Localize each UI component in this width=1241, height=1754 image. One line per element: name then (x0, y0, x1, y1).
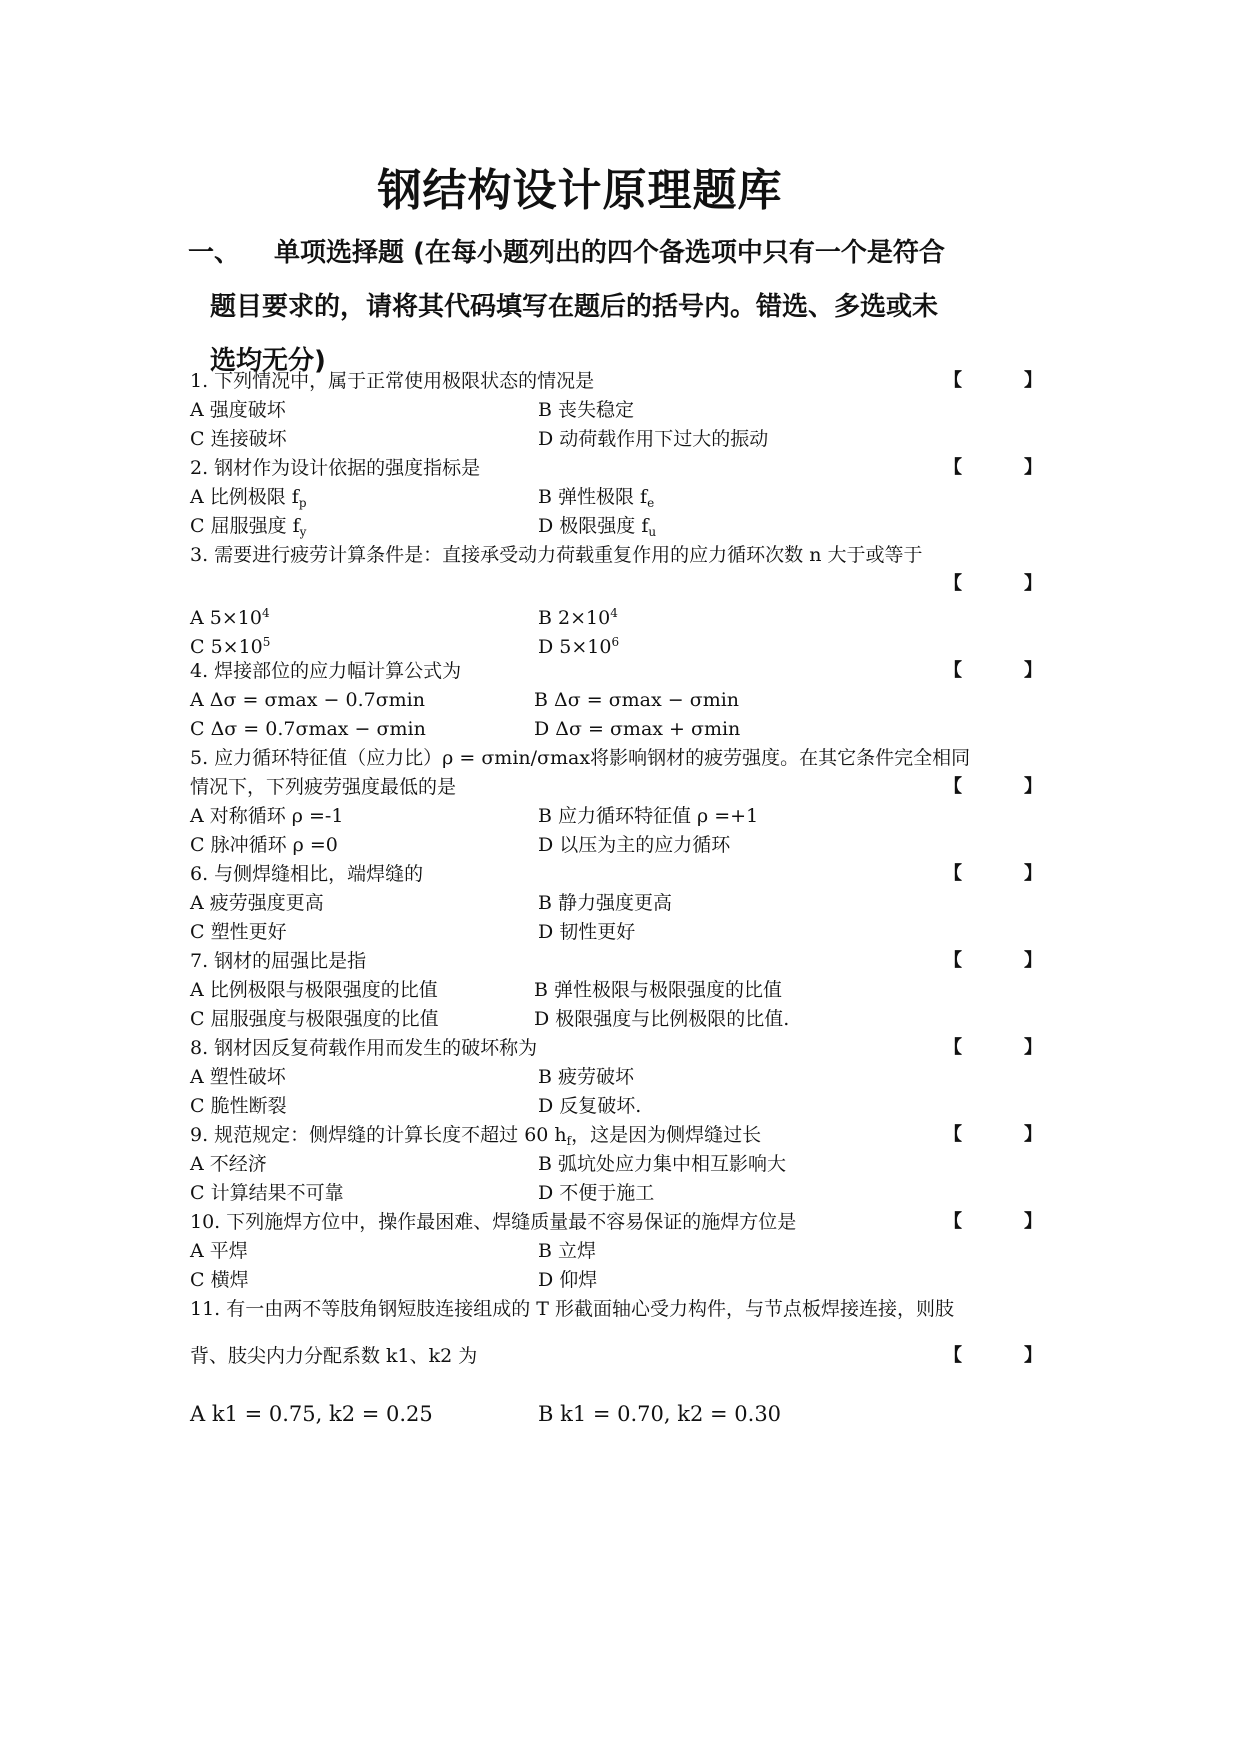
answer-bracket-6: 【 】 (944, 863, 1042, 884)
question-11-line2: 背、肢尖内力分配系数 k1、k2 为 (190, 1345, 478, 1367)
question-9: 9. 规范规定：侧焊缝的计算长度不超过 60 $h_f$，这是因为侧焊缝过长 (190, 1124, 762, 1148)
section-heading-line3: 选均无分) (210, 346, 326, 376)
q2-option-b: B 弹性极限 $f_e$ (538, 486, 655, 510)
q4-option-d: D Δσ = σmax + σmin (534, 718, 741, 740)
q8-option-a: A 塑性破坏 (190, 1066, 286, 1088)
answer-bracket-2: 【 】 (944, 457, 1042, 478)
answer-bracket-7: 【 】 (944, 950, 1042, 971)
answer-bracket-9: 【 】 (944, 1124, 1042, 1145)
q9-option-c: C 计算结果不可靠 (190, 1182, 344, 1204)
q4-option-b: B Δσ = σmax − σmin (534, 689, 740, 711)
answer-bracket-8: 【 】 (944, 1037, 1042, 1058)
q2-option-a: A 比例极限 $f_p$ (190, 486, 307, 510)
document-title: 钢结构设计原理题库 (377, 165, 783, 216)
answer-bracket-3: 【 】 (944, 573, 1042, 594)
section-heading-line1: 单项选择题 (在每小题列出的四个备选项中只有一个是符合 (274, 238, 945, 268)
q3-option-c: C $5\times 10^5$ (190, 635, 271, 658)
answer-bracket-1: 【 】 (944, 370, 1042, 391)
q7-option-d: D 极限强度与比例极限的比值. (534, 1008, 790, 1030)
q3-option-d: D $5\times 10^6$ (538, 635, 620, 658)
q10-option-c: C 横焊 (190, 1269, 249, 1291)
q10-option-b: B 立焊 (538, 1240, 597, 1262)
q1-option-a: A 强度破坏 (190, 399, 286, 421)
q6-option-b: B 静力强度更高 (538, 892, 673, 914)
question-2: 2. 钢材作为设计依据的强度指标是 (190, 457, 481, 479)
question-4: 4. 焊接部位的应力幅计算公式为 (190, 660, 462, 682)
q9-option-d: D 不便于施工 (538, 1182, 655, 1204)
q3-option-b: B $2\times 10^4$ (538, 606, 618, 629)
question-1: 1. 下列情况中，属于正常使用极限状态的情况是 (190, 370, 595, 392)
q4-option-a: A Δσ = σmax − 0.7σmin (190, 689, 425, 711)
q1-option-d: D 动荷载作用下过大的振动 (538, 428, 769, 450)
q6-option-c: C 塑性更好 (190, 921, 287, 943)
question-5: 5. 应力循环特征值（应力比）ρ = σmin/σmax将影响钢材的疲劳强度。在其它条件完全相同 (190, 747, 971, 769)
q4-option-c: C Δσ = 0.7σmax − σmin (190, 718, 426, 740)
q10-option-a: A 平焊 (190, 1240, 248, 1262)
q6-option-d: D 韧性更好 (538, 921, 636, 943)
q5-option-c: C 脉冲循环 ρ =0 (190, 834, 338, 856)
q10-option-d: D 仰焊 (538, 1269, 598, 1291)
question-8: 8. 钢材因反复荷载作用而发生的破坏称为 (190, 1037, 538, 1059)
q9-option-b: B 弧坑处应力集中相互影响大 (538, 1153, 787, 1175)
answer-bracket-10: 【 】 (944, 1211, 1042, 1232)
q8-option-d: D 反复破坏. (538, 1095, 642, 1117)
q7-option-c: C 屈服强度与极限强度的比值 (190, 1008, 439, 1030)
question-11: 11. 有一由两不等肢角钢短肢连接组成的 T 形截面轴心受力构件，与节点板焊接连接，则肢 (190, 1298, 955, 1320)
q8-option-b: B 疲劳破坏 (538, 1066, 635, 1088)
question-5-line2: 情况下，下列疲劳强度最低的是 (190, 776, 457, 798)
q11-option-a: A k1 = 0.75, k2 = 0.25 (190, 1402, 433, 1426)
q1-option-b: B 丧失稳定 (538, 399, 635, 421)
q5-option-b: B 应力循环特征值 ρ =+1 (538, 805, 759, 827)
q1-option-c: C 连接破坏 (190, 428, 287, 450)
q3-option-a: A $5\times 10^4$ (190, 606, 270, 629)
q8-option-c: C 脆性断裂 (190, 1095, 287, 1117)
q2-option-c: C 屈服强度 $f_y$ (190, 515, 307, 539)
q5-option-a: A 对称循环 ρ =-1 (190, 805, 344, 827)
q2-option-d: D 极限强度 $f_u$ (538, 515, 657, 539)
q6-option-a: A 疲劳强度更高 (190, 892, 324, 914)
q7-option-a: A 比例极限与极限强度的比值 (190, 979, 438, 1001)
question-7: 7. 钢材的屈强比是指 (190, 950, 367, 972)
question-3: 3. 需要进行疲劳计算条件是：直接承受动力荷载重复作用的应力循环次数 n 大于或等于 (190, 544, 923, 566)
answer-bracket-5: 【 】 (944, 776, 1042, 797)
section-heading-line2: 题目要求的，请将其代码填写在题后的括号内。错选、多选或未 (210, 292, 939, 322)
answer-bracket-11: 【 】 (944, 1345, 1042, 1366)
q5-option-d: D 以压为主的应力循环 (538, 834, 731, 856)
question-6: 6. 与侧焊缝相比，端焊缝的 (190, 863, 424, 885)
q9-option-a: A 不经济 (190, 1153, 267, 1175)
q7-option-b: B 弹性极限与极限强度的比值 (534, 979, 783, 1001)
question-10: 10. 下列施焊方位中，操作最困难、焊缝质量最不容易保证的施焊方位是 (190, 1211, 797, 1233)
section-number: 一、 (188, 238, 241, 268)
q11-option-b: B k1 = 0.70, k2 = 0.30 (538, 1402, 782, 1426)
answer-bracket-4: 【 】 (944, 660, 1042, 681)
